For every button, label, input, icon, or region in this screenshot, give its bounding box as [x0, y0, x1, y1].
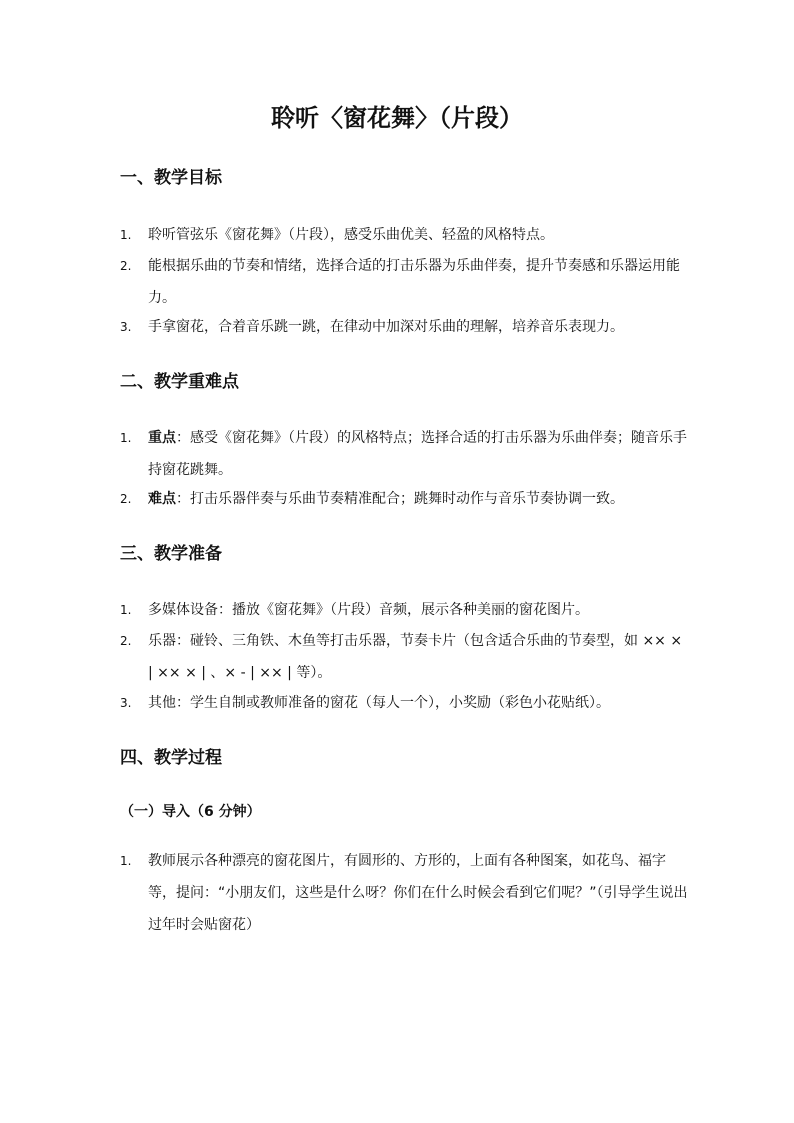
- item-number: 2.: [120, 492, 132, 506]
- subsection-heading-intro: （一）导入（6 分钟）: [120, 804, 261, 820]
- item-label: 难点: [148, 491, 176, 507]
- list-item: [120, 422, 690, 486]
- item-number: 1.: [120, 603, 132, 617]
- item-text: 能根据乐曲的节奏和情绪，选择合适的打击乐器为乐曲伴奏，提升节奏感和乐器运用能力。: [148, 258, 680, 306]
- item-number: 1.: [120, 854, 132, 868]
- item-text: 手拿窗花，合着音乐跳一跳，在律动中加深对乐曲的理解，培养音乐表现力。: [148, 319, 624, 335]
- item-number: 1.: [120, 228, 132, 242]
- item-text: 乐器：碰铃、三角铁、木鱼等打击乐器，节奏卡片（包含适合乐曲的节奏型，如 ×× × | ×× × | 、× - | ×× | 等）。: [148, 633, 683, 681]
- list-item: [120, 219, 690, 251]
- item-text: 多媒体设备：播放《窗花舞》（片段）音频，展示各种美丽的窗花图片。: [148, 602, 589, 618]
- item-text: 其他：学生自制或教师准备的窗花（每人一个），小奖励（彩色小花贴纸）。: [148, 695, 610, 711]
- item-text: ：感受《窗花舞》（片段）的风格特点；选择合适的打击乐器为乐曲伴奏；随音乐手持窗花跳舞。: [148, 430, 687, 478]
- section-heading-preparation: 三、教学准备: [120, 544, 222, 564]
- list-item: [120, 250, 690, 314]
- list-item: [120, 483, 690, 515]
- section-heading-process: 四、教学过程: [120, 748, 222, 768]
- list-item: [120, 594, 690, 626]
- list-item: [120, 687, 690, 719]
- item-text: 教师展示各种漂亮的窗花图片，有圆形的、方形的，上面有各种图案，如花鸟、福字等，提问：“小朋友们，这些是什么呀？你们在什么时候会看到它们呢？”（引导学生说出过年时会贴窗花）: [148, 853, 688, 933]
- item-number: 2.: [120, 259, 132, 273]
- item-text: ：打击乐器伴奏与乐曲节奏精准配合；跳舞时动作与音乐节奏协调一致。: [176, 491, 624, 507]
- list-item: [120, 625, 690, 689]
- item-label: 重点: [148, 430, 176, 446]
- item-number: 1.: [120, 431, 132, 445]
- list-item: [120, 845, 690, 941]
- list-item: [120, 311, 690, 343]
- item-number: 3.: [120, 696, 132, 710]
- item-text: 聆听管弦乐《窗花舞》（片段），感受乐曲优美、轻盈的风格特点。: [148, 227, 554, 243]
- item-number: 3.: [120, 320, 132, 334]
- item-number: 2.: [120, 634, 132, 648]
- document-title: 聆听〈窗花舞〉（片段）: [271, 104, 523, 132]
- section-heading-key-points: 二、教学重难点: [120, 372, 239, 392]
- section-heading-objectives: 一、教学目标: [120, 168, 222, 188]
